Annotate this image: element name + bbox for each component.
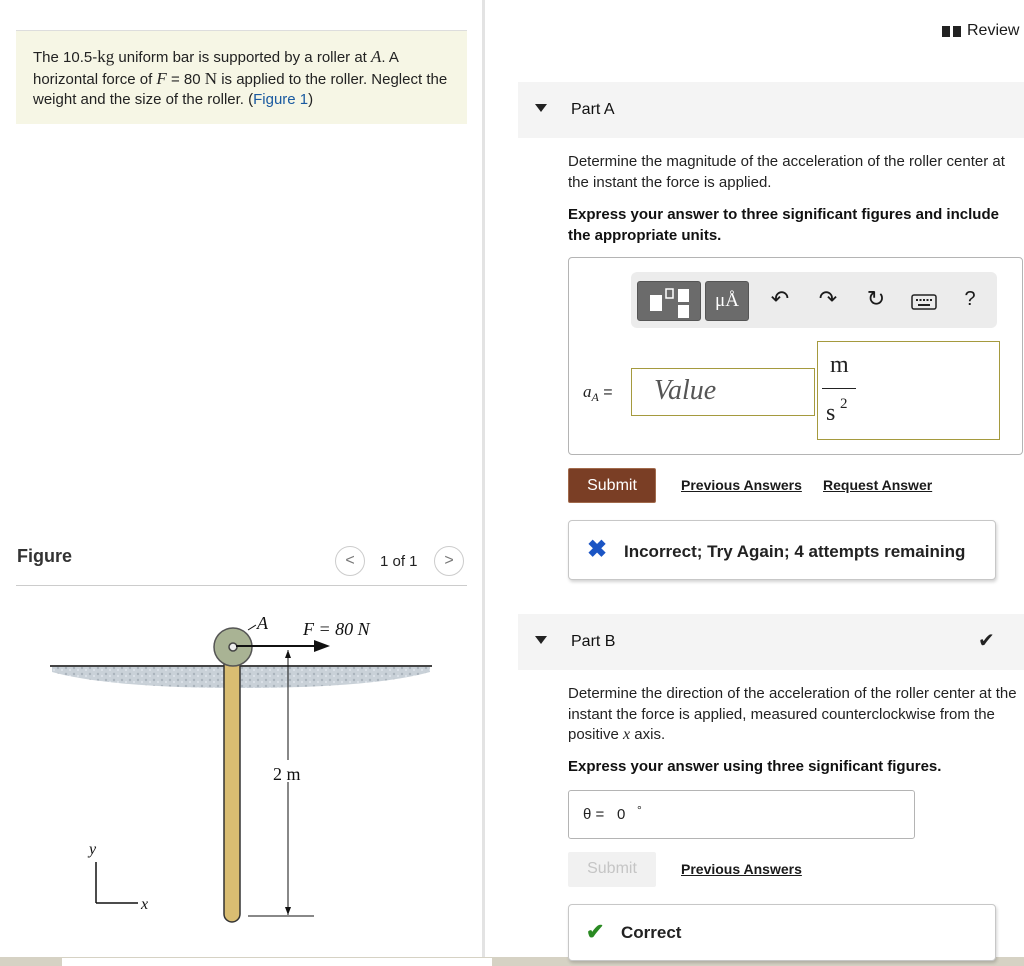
theta-unit: ° <box>637 803 642 817</box>
label-y: y <box>89 841 97 858</box>
caret-down-icon <box>535 104 547 112</box>
roller-pin <box>229 643 237 651</box>
part-b-question-2: axis. <box>630 726 666 743</box>
label-force: F = 80 N <box>303 619 370 639</box>
figure-header <box>16 536 467 586</box>
point-a: A <box>371 47 382 66</box>
ground-surface <box>52 667 430 688</box>
problem-statement <box>16 30 467 124</box>
figure-title: Figure <box>17 546 73 566</box>
units-icon: μÅ <box>715 290 739 311</box>
theta-label: θ = <box>583 806 605 823</box>
figure-link[interactable]: Figure 1 <box>253 91 309 108</box>
submit-a-label: Submit <box>587 477 637 494</box>
part-a-instruction: Express your answer to three significant figures and include the appropriate units. <box>568 206 999 244</box>
label-a: A <box>257 613 268 633</box>
problem-text-4: = 80 <box>166 70 205 88</box>
unit-exponent: 2 <box>840 396 848 412</box>
dimension-arrow-bottom <box>285 907 291 915</box>
label-x: x <box>141 896 149 913</box>
answer-panel <box>568 257 1023 455</box>
templates-icon <box>638 282 702 322</box>
problem-text-6: ) <box>308 91 314 108</box>
book-icon <box>942 26 961 37</box>
a-leader <box>248 625 256 630</box>
unit-n: N <box>204 68 218 88</box>
dimension-arrow-top <box>285 650 291 658</box>
keyboard-icon[interactable] <box>911 294 937 310</box>
figure-count: 1 of 1 <box>380 553 418 570</box>
theta-answer-field[interactable] <box>568 790 915 839</box>
unit-fraction-bar <box>822 388 856 389</box>
equals-sign: = <box>603 384 613 401</box>
submit-button-b[interactable]: Submit <box>568 852 656 887</box>
problem-text-1: The 10.5- <box>33 49 98 66</box>
submit-button-a[interactable] <box>568 468 656 503</box>
reset-icon[interactable]: ↻ <box>866 286 886 311</box>
feedback-a-text: Incorrect; Try Again; 4 attempts remaining <box>624 542 966 561</box>
templates-button[interactable] <box>637 281 701 321</box>
check-icon: ✔ <box>586 919 605 944</box>
figure-diagram <box>16 600 467 930</box>
x-icon: ✖ <box>587 536 608 563</box>
request-answer-link[interactable]: Request Answer <box>823 477 933 493</box>
value-input[interactable]: Value <box>631 368 815 416</box>
part-b-instruction: Express your answer using three significant figures. <box>568 758 942 775</box>
prev-figure-button[interactable] <box>335 546 365 576</box>
part-b-header[interactable] <box>518 614 1024 670</box>
chevron-left-icon: < <box>345 552 355 569</box>
problem-text-2: uniform bar is supported by a roller at <box>114 49 372 66</box>
review-link[interactable] <box>942 22 1019 40</box>
previous-answers-link-a[interactable]: Previous Answers <box>681 477 802 493</box>
part-a-header[interactable] <box>518 82 1024 138</box>
unit-denominator: s <box>826 400 836 426</box>
undo-icon[interactable]: ↶ <box>770 286 790 311</box>
uniform-bar <box>224 642 240 922</box>
check-icon: ✔ <box>978 630 995 652</box>
variable-subscript: A <box>591 390 599 405</box>
pane-divider[interactable] <box>482 0 485 960</box>
help-icon[interactable]: ? <box>964 288 976 310</box>
next-figure-button[interactable] <box>434 546 464 576</box>
force-symbol: F <box>156 68 167 88</box>
feedback-b-text: Correct <box>621 923 682 942</box>
previous-answers-link-b[interactable]: Previous Answers <box>681 861 802 877</box>
theta-value: 0 <box>617 806 626 823</box>
part-b-question <box>568 684 1018 746</box>
part-b-title: Part B <box>571 633 616 650</box>
label-length: 2 m <box>273 764 301 784</box>
units-button[interactable] <box>705 281 749 321</box>
review-label: Review <box>967 22 1020 39</box>
feedback-correct <box>568 904 996 961</box>
variable-label <box>583 382 613 405</box>
chevron-right-icon: > <box>444 552 454 569</box>
part-b-question-1: Determine the direction of the acceleration of the roller center at the instant the force is applied, measured counterclockwise from the positive <box>568 685 1017 743</box>
part-a-title: Part A <box>571 101 615 118</box>
caret-down-icon <box>535 636 547 644</box>
redo-icon[interactable]: ↷ <box>818 286 838 311</box>
feedback-incorrect <box>568 520 996 580</box>
units-input[interactable] <box>817 341 1000 440</box>
problem-text-5: is applied to the roller. Neglect the weight and the size of the roller. ( <box>33 70 448 108</box>
unit-numerator: m <box>830 352 849 378</box>
force-arrowhead <box>314 640 330 652</box>
part-b-question-axis: x <box>623 726 631 743</box>
part-a-question: Determine the magnitude of the acceleration of the roller center at the instant the force is applied. <box>568 153 1005 191</box>
math-toolbar <box>631 272 997 328</box>
bottom-scroll[interactable] <box>62 958 492 966</box>
variable-symbol: a <box>583 382 592 401</box>
problem-text-3: . A horizontal force of <box>33 49 399 88</box>
unit-kg: kg <box>97 47 115 66</box>
